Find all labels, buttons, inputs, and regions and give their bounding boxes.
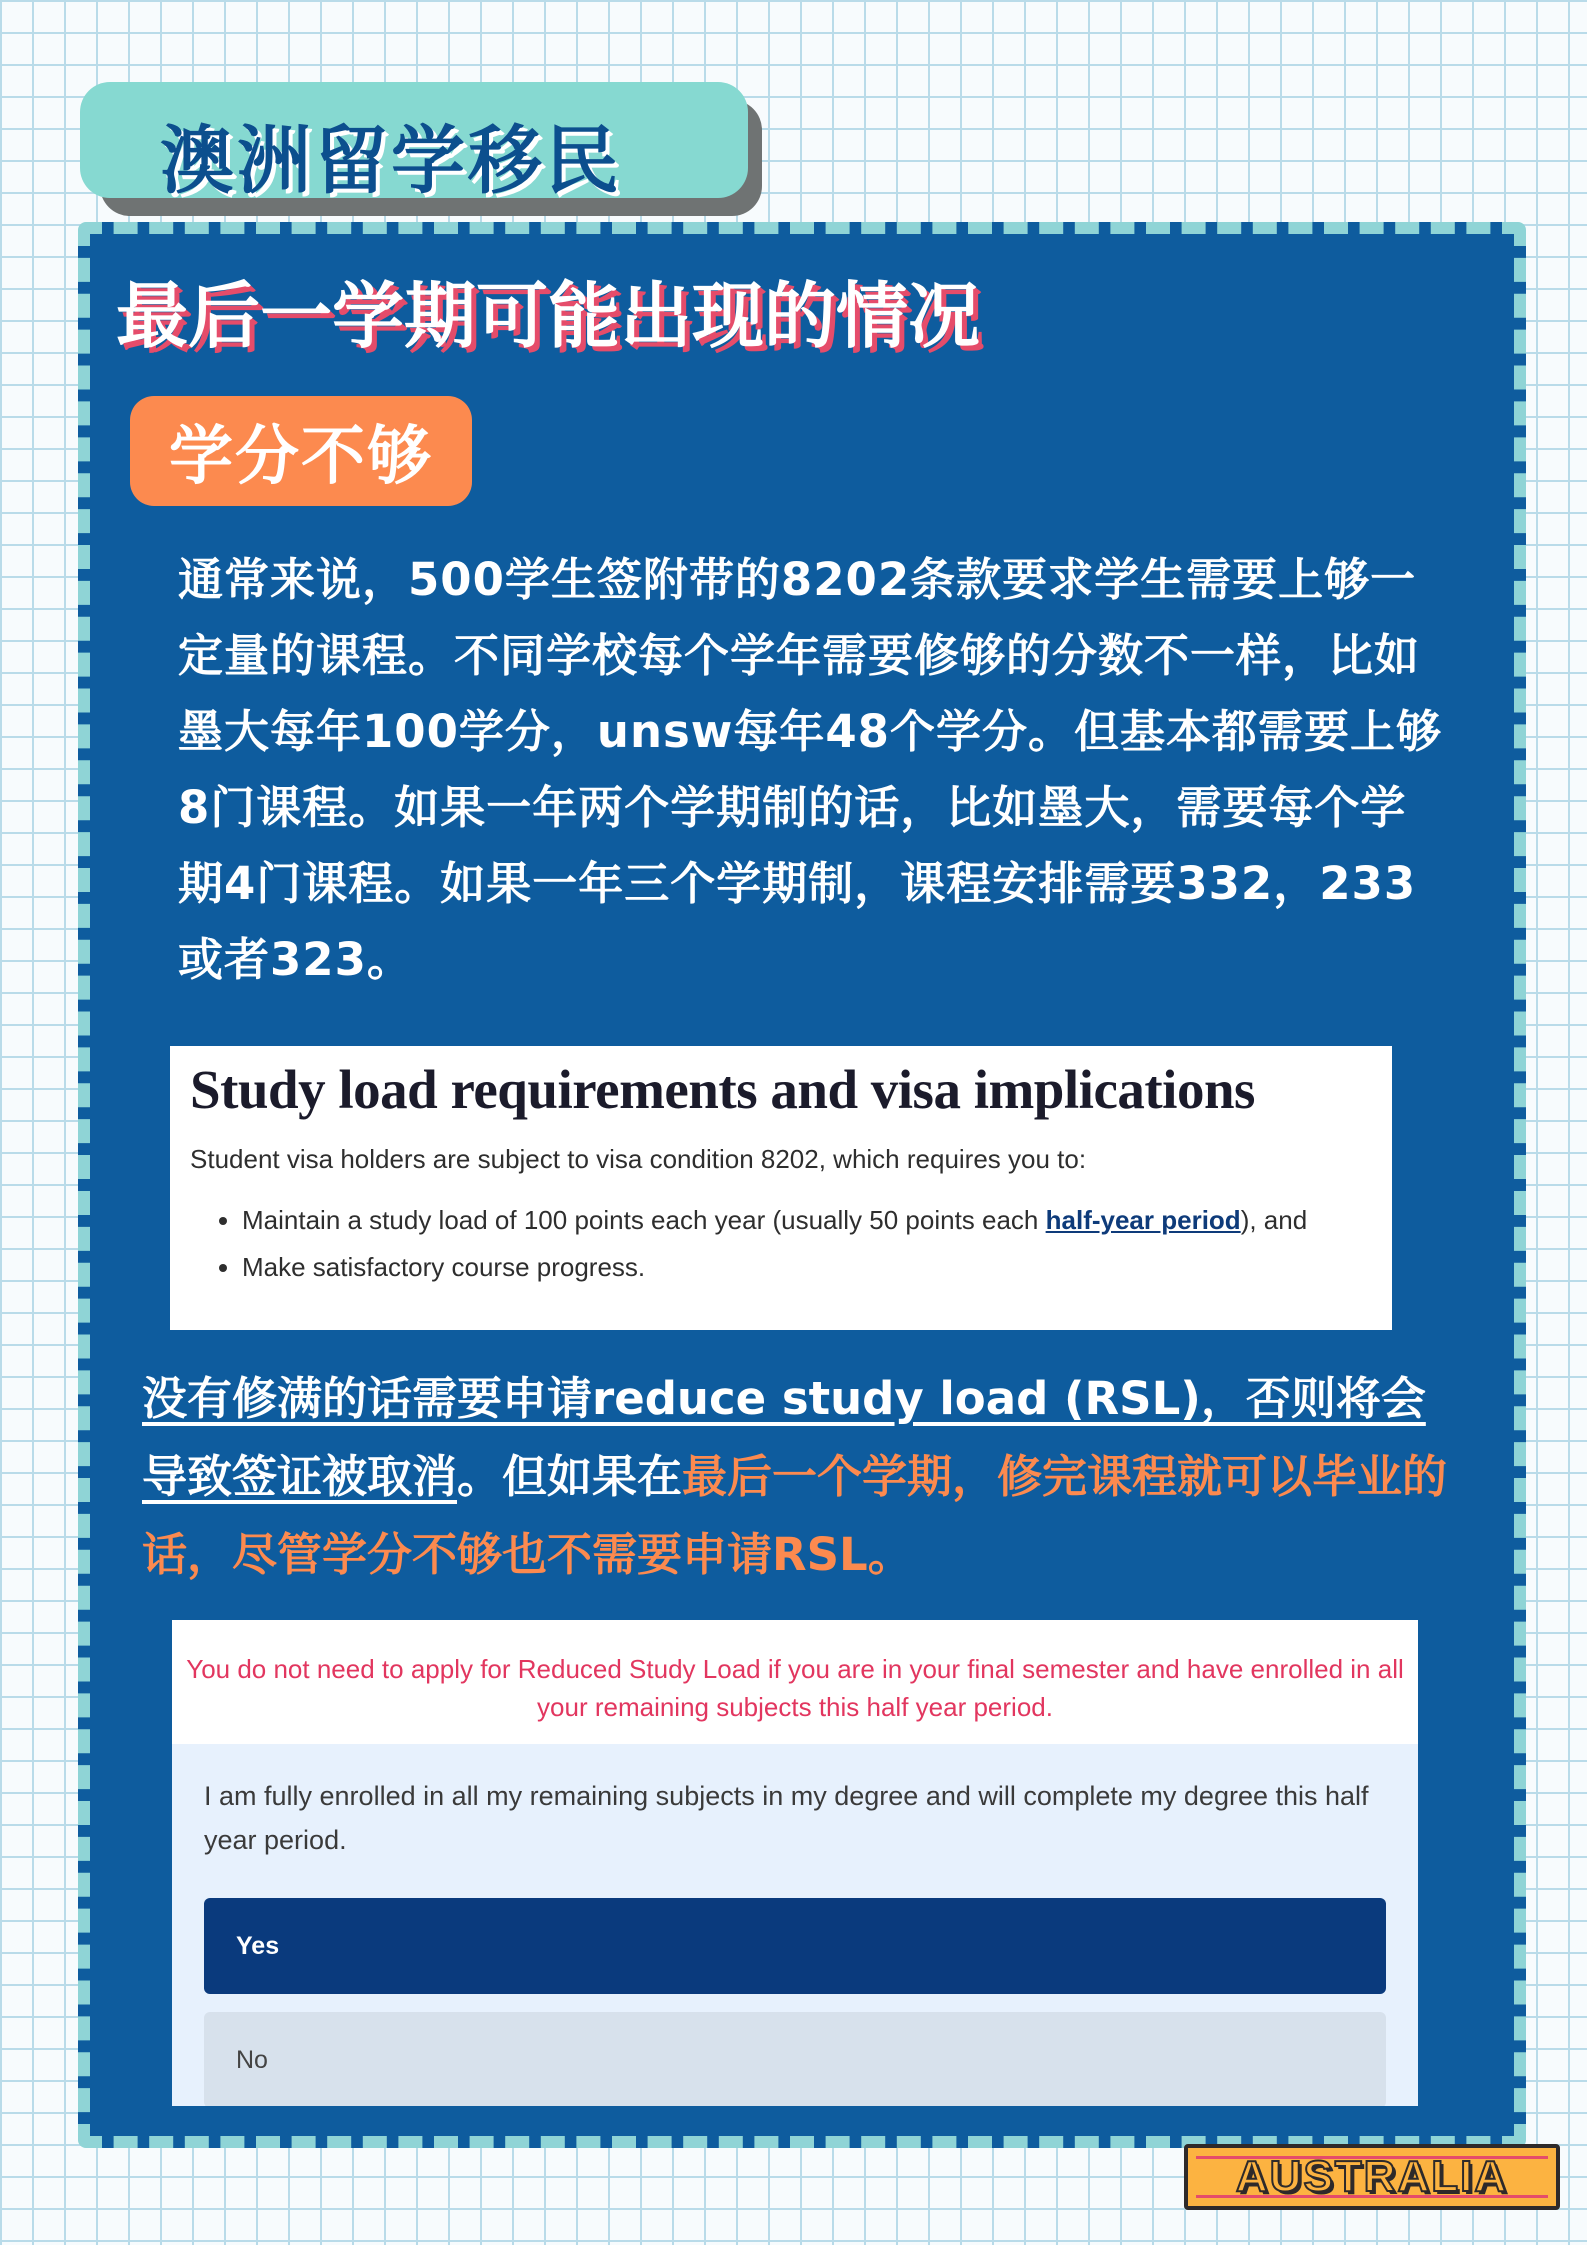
list-item (242, 1252, 1372, 1283)
section-tag: 学分不够 (130, 396, 472, 506)
rsl-question-block (172, 1744, 1418, 2106)
study-load-title: Study load requirements and visa implications (190, 1059, 1255, 1120)
list-item (242, 1205, 1372, 1236)
australia-badge (1184, 2144, 1560, 2210)
study-load-lead: Student visa holders are subject to visa condition 8202, which requires you to: (190, 1144, 1087, 1174)
yes-option[interactable]: Yes (204, 1898, 1386, 1994)
rsl-underlined-text: 没有修满的话需要申请reduce study load (RSL)，否则将会导致签证被取消 (142, 1372, 1426, 1503)
bullet2-text: Make satisfactory course progress. (242, 1252, 646, 1282)
intro-paragraph: 通常来说，500学生签附带的8202条款要求学生需要上够一定量的课程。不同学校每个学年需要修够的分数不一样，比如墨大每年100学分，unsw每年48个学分。但基本都需要上够8门课程。如果一年两个学期制的话，比如墨大，需要每个学期4门课程。如果一年三个学期制，课程安排需要332，233或者323。 (178, 553, 1442, 986)
no-option[interactable]: No (204, 2012, 1386, 2106)
half-year-period-link[interactable]: half-year period (1045, 1205, 1241, 1235)
rsl-paragraph (142, 1360, 1452, 1594)
header-title: 澳洲留学移民 (160, 118, 622, 204)
rsl-notice: You do not need to apply for Reduced Study Load if you are in your final semester and have enrolled in all your remaining subjects this half year period. (186, 1654, 1404, 1722)
study-load-list (190, 1205, 1372, 1283)
study-load-screenshot (170, 1046, 1392, 1330)
australia-badge-text: AUSTRALIA (1235, 2152, 1509, 2201)
rsl-middle-text: 。但如果在 (457, 1450, 683, 1503)
bullet1-text-after: ), and (1240, 1205, 1308, 1235)
bullet1-text-before: Maintain a study load of 100 points each year (usually 50 points each (242, 1205, 1046, 1235)
rsl-question: I am fully enrolled in all my remaining subjects in my degree and will complete my degree this half year period. (204, 1781, 1369, 1855)
rsl-highlight-text: 最后一个学期，修完课程就可以毕业的话，尽管学分不够也不需要申请RSL。 (142, 1450, 1448, 1581)
rsl-form-screenshot (172, 1620, 1418, 2106)
main-heading: 最后一学期可能出现的情况 (116, 274, 981, 358)
